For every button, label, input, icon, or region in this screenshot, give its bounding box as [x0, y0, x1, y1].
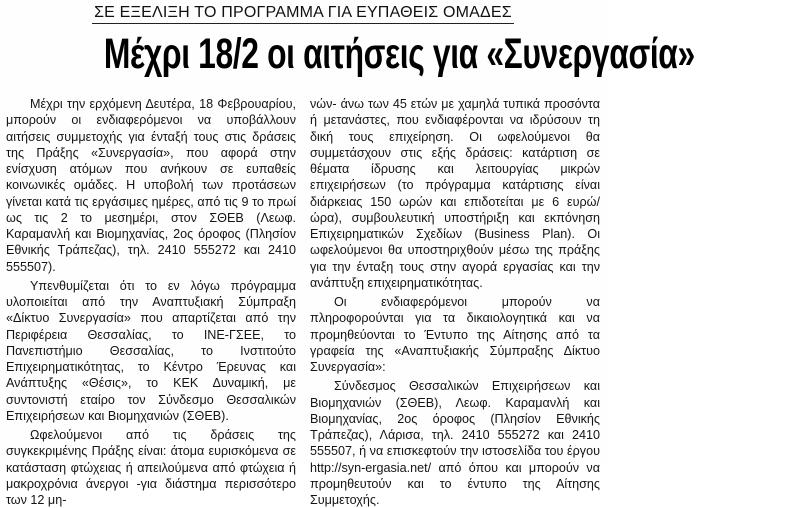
left-column: [6, 96, 296, 508]
left-paragraph-2: Υπενθυμίζεται ότι το εν λόγω πρόγραμμα υλοποιείται από την Αναπτυξιακή Σύμπραξη «Δίκτυο Συνεργασία» που απαρτίζεται από την Περιφέρεια Θεσσαλίας, το ΙΝΕ-ΓΣΕΕ, το Πανεπιστήμιο Θεσσαλίας, το Ινστιτούτο Επιχειρηματικότητας, το Κέντρο Έρευνας και Ανάπτυξης «Θέσις», το ΚΕΚ Δυναμική, με συντονιστή εταίρο τον Σύνδεσμο Θεσσαλικών Επιχειρήσεων και Βιομηχανιών (ΣΘΕΒ).: [6, 278, 296, 423]
right-paragraph-1: νών- άνω των 45 ετών με χαμηλά τυπικά προσόντα ή μετανάστες, που ενδιαφέρονται να ιδρύσουν τη δική τους επιχείρηση. Οι ωφελούμενοι θα συμμετάσχουν στις εξής δράσεις: κατάρτιση σε θέματα ίδρυσης και λειτουργίας μικρών επιχειρήσεων (το πρόγραμμα κατάρτισης είναι διάρκειας 150 ωρών και επιδοτείται με 6 ευρώ/ώρα), συμβουλευτική υποστήριξη και εκπόνηση Επιχειρηματικών Σχεδίων (Business Plan). Οι ωφελούμενοι θα υποστηριχθούν μέσω της πράξης για την ένταξη τους στην αγορά εργασίας και την ανάπτυξη επιχειρηματικότητας.: [310, 97, 600, 290]
article-headline: [0, 27, 695, 81]
right-paragraph-2: Οι ενδιαφερόμενοι μπορούν να πληροφορούνται για τα δικαιολογητικά και να προμηθεύονται το Έντυπο της Αίτησης από τα γραφεία της «Αναπτυξιακής Σύμπραξης Δίκτυο Συνεργασία»:: [310, 295, 600, 374]
headline-text: Μέχρι 18/2 οι αιτήσεις για «Συνεργασία»: [103, 30, 695, 78]
right-column: [310, 96, 600, 508]
left-paragraph-1: Μέχρι την ερχόμενη Δευτέρα, 18 Φεβρουαρίου, μπορούν οι ενδιαφερόμενοι να υποβάλλουν αιτήσεις συμμετοχής για ένταξή τους στις δράσεις της Πράξης «Συνεργασία», που αφορά στην ενίσχυση ατόμων που ανήκουν σε ευπαθείς κοινωνικές ομάδες. Η υποβολή των προτάσεων γίνεται κατά τις εργάσιμες ημέρες, από τις 9 το πρωί ως τις 2 το μεσημέρι, στον ΣΘΕΒ (Λεωφ. Καραμανλή και Βιομηχανίας, 2ος όροφος (Πλησίον Εθνικής Τράπεζας), τηλ. 2410 555272 και 2410 555507).: [6, 97, 296, 274]
article-kicker: [0, 4, 606, 24]
right-paragraph-3: Σύνδεσμος Θεσσαλικών Επιχειρήσεων και Βιομηχανιών (ΣΘΕΒ), Λεωφ. Καραμανλή και Βιομηχανίας, 2ος όροφος (Πλησίον Εθνικής Τράπεζας), Λάρισα, τηλ. 2410 555272 και 2410 555507, ή να επισκεφτούν την ιστοσελίδα του έργου http://syn-ergasia.net/ από όπου και μπορούν να προμηθευτούν και το έντυπο της Αίτησης Συμμετοχής.: [310, 379, 600, 507]
left-paragraph-3: Ωφελούμενοι από τις δράσεις της συγκεκριμένης Πράξης είναι: άτομα ευρισκόμενα σε κατάσταση φτώχειας ή απειλούμενα από φτώχεια ή μακροχρόνια άνεργοι -για διάστημα περισσότερο των 12 μη-: [6, 428, 296, 507]
kicker-text: ΣΕ ΕΞΕΛΙΞΗ ΤΟ ΠΡΟΓΡΑΜΜΑ ΓΙΑ ΕΥΠΑΘΕΙΣ ΟΜΑΔΕΣ: [92, 4, 514, 24]
